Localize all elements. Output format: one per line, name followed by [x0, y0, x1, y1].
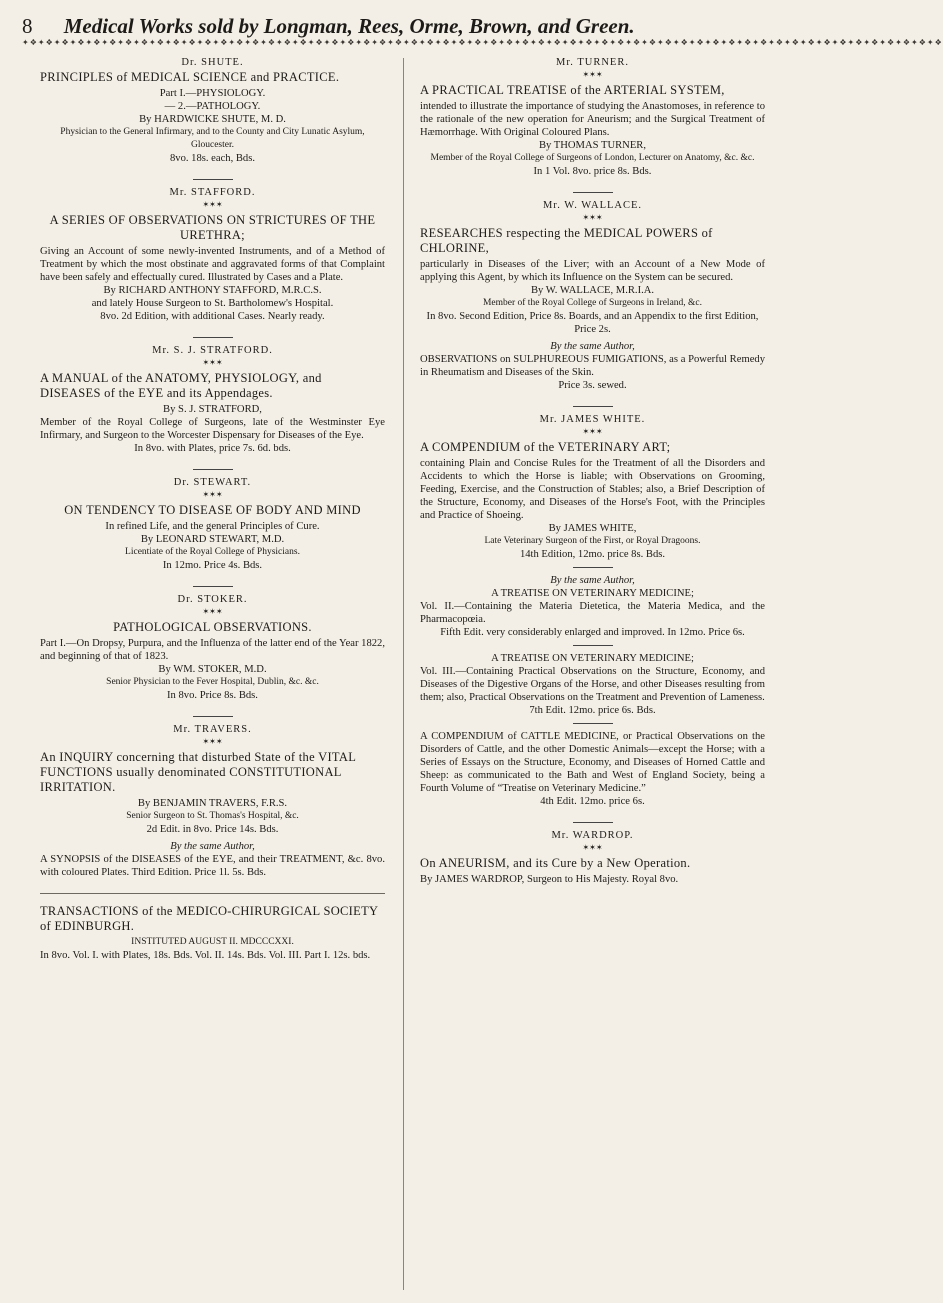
asterism-icon: ✶✶✶: [582, 843, 603, 852]
entry-sub-title: A TREATISE ON VETERINARY MEDICINE;: [491, 588, 694, 599]
entry-price: In 12mo. Price 4s. Bds.: [162, 560, 263, 571]
entry-title: On ANEURISM, and its Cure by a New Operation.: [420, 856, 691, 870]
asterism-icon: ✶✶✶: [582, 427, 603, 436]
entry-credentials: Member of the Royal College of Surgeons, late of the Westminster Eye Infirmary, and Surgeon to the Worcester Dispensary for Diseases of the Eye.: [40, 417, 385, 441]
entry-author: Mr. TURNER.: [556, 57, 629, 68]
entry-title: An INQUIRY concerning that disturbed State of the VITAL FUNCTIONS usually denominated CONSTITUTIONAL IRRITATION.: [40, 750, 356, 794]
entry-credentials: Senior Physician to the Fever Hospital, Dublin, &c. &c.: [106, 677, 319, 687]
entry-credentials: Physician to the General Infirmary, and to the County and City Lunatic Asylum, Gloucester.: [60, 127, 365, 150]
entry-credentials: Member of the Royal College of Surgeons of London, Lecturer on Anatomy, &c. &c.: [430, 153, 755, 163]
entry-sub-description: A SYNOPSIS of the DISEASES of the EYE, and their TREATMENT, &c. 8vo. with coloured Plates. Third Edition. Price 1l. 5s. Bds.: [40, 854, 385, 878]
asterism-icon: ✶✶✶: [582, 70, 603, 79]
entry-title: ON TENDENCY TO DISEASE OF BODY AND MIND: [64, 503, 361, 517]
divider: [573, 567, 613, 568]
entry-travers: [40, 723, 385, 879]
divider: [573, 822, 613, 823]
entry-price: In 8vo. Price 8s. Bds.: [167, 690, 258, 701]
entry-price: In 8vo. Vol. I. with Plates, 18s. Bds. Vol. II. 14s. Bds. Vol. III. Part I. 12s. bds.: [40, 950, 371, 961]
entry-byline: By THOMAS TURNER,: [538, 140, 647, 151]
left-column: [40, 56, 385, 976]
entry-description: intended to illustrate the importance of studying the Anastomoses, in reference to the rationale of the new operation for Aneurism; and the Surgical Treatment of Hæmorrhage. With Original Coloured Plans.: [420, 101, 765, 138]
entry-author: Mr. TRAVERS.: [173, 724, 252, 735]
divider: [193, 586, 233, 587]
entry-sub-price: Fifth Edit. very considerably enlarged and improved. In 12mo. Price 6s.: [440, 627, 745, 638]
entry-sub-description: A COMPENDIUM of CATTLE MEDICINE, or Practical Observations on the Disorders of Cattle, and the other Domestic Animals—except the Horse; with a Series of Essays on the Structure, Economy, and Diseases of Horned Cattle and Sheep: as communicated to the Bath and West of England Society, being a Fourth Volume of “Treatise on Veterinary Medicine.”: [420, 731, 765, 794]
entry-sub-author: By the same Author,: [550, 341, 635, 352]
running-header: [22, 14, 782, 39]
entry-title: PRINCIPLES of MEDICAL SCIENCE and PRACTICE.: [40, 70, 340, 84]
entry-author: Dr. STOKER.: [177, 594, 248, 605]
entry-byline: By LEONARD STEWART, M.D.: [140, 534, 285, 545]
divider: [40, 893, 385, 894]
entry-title: A COMPENDIUM of the VETERINARY ART;: [420, 440, 671, 454]
entry-price: 2d Edit. in 8vo. Price 14s. Bds.: [146, 824, 279, 835]
asterism-icon: ✶✶✶: [202, 490, 223, 499]
entry-price: In 8vo. Second Edition, Price 8s. Boards, and an Appendix to the first Edition, Price 2s.: [426, 311, 759, 335]
asterism-icon: ✶✶✶: [202, 358, 223, 367]
entry-byline: By W. WALLACE, M.R.I.A.: [530, 285, 655, 296]
entry-title: RESEARCHES respecting the MEDICAL POWERS of CHLORINE,: [420, 226, 713, 255]
entry-sub-author: By the same Author,: [550, 575, 635, 586]
entry-stoker: [40, 593, 385, 702]
entry-title: PATHOLOGICAL OBSERVATIONS.: [113, 620, 312, 634]
entry-author: Mr. JAMES WHITE.: [539, 414, 646, 425]
entry-description: particularly in Diseases of the Liver; with an Account of a New Mode of applying this Agent, by which its Influence on the System can be secured.: [420, 259, 765, 283]
divider: [573, 406, 613, 407]
entry-credentials: Late Veterinary Surgeon of the First, or Royal Dragoons.: [484, 536, 701, 546]
entry-stafford: [40, 186, 385, 323]
divider: [573, 645, 613, 646]
entry-sub-description: Vol. II.—Containing the Materia Dietetica, the Materia Medica, and the Pharmacopœia.: [420, 601, 765, 625]
entry-line: Part I.—PHYSIOLOGY.: [159, 88, 266, 99]
entry-credentials: Senior Surgeon to St. Thomas's Hospital, &c.: [126, 811, 299, 821]
entry-title: A MANUAL of the ANATOMY, PHYSIOLOGY, and DISEASES of the EYE and its Appendages.: [40, 371, 322, 400]
divider: [573, 723, 613, 724]
divider: [193, 469, 233, 470]
right-column: [420, 56, 765, 900]
entry-title: A SERIES OF OBSERVATIONS ON STRICTURES OF THE URETHRA;: [49, 213, 376, 242]
entry-byline: By RICHARD ANTHONY STAFFORD, M.R.C.S.: [103, 285, 322, 296]
asterism-icon: ✶✶✶: [202, 737, 223, 746]
divider: [193, 179, 233, 180]
entry-byline: By HARDWICKE SHUTE, M. D.: [139, 114, 286, 125]
entry-byline: By WM. STOKER, M.D.: [158, 664, 267, 675]
divider: [573, 192, 613, 193]
divider: [193, 337, 233, 338]
entry-wardrop: [420, 829, 765, 886]
entry-line: — 2.—PATHOLOGY.: [164, 101, 261, 112]
entry-sub-author: By the same Author,: [170, 841, 255, 852]
page-number: 8: [22, 14, 33, 38]
entry-title: TRANSACTIONS of the MEDICO-CHIRURGICAL SOCIETY of EDINBURGH.: [40, 904, 378, 933]
entry-shute: [40, 56, 385, 165]
entry-wallace: [420, 199, 765, 392]
entry-author: Mr. STAFFORD.: [169, 187, 256, 198]
entry-byline: By BENJAMIN TRAVERS, F.R.S.: [137, 798, 288, 809]
entry-credentials: Licentiate of the Royal College of Physicians.: [125, 547, 300, 557]
asterism-icon: ✶✶✶: [582, 213, 603, 222]
entry-author: Mr. W. WALLACE.: [542, 200, 643, 211]
entry-byline: By JAMES WARDROP, Surgeon to His Majesty. Royal 8vo.: [420, 874, 679, 885]
entry-author: Mr. S. J. STRATFORD.: [152, 345, 273, 356]
entry-price: 14th Edition, 12mo. price 8s. Bds.: [519, 549, 666, 560]
entry-title: A PRACTICAL TREATISE of the ARTERIAL SYSTEM,: [420, 83, 725, 97]
entry-sub-description: Vol. III.—Containing Practical Observations on the Structure, Economy, and Diseases of the Digestive Organs of the Horse, and other Diseases resulting from them; also, Practical Observations on the Treatment and Prevention of Lameness.: [420, 666, 765, 703]
entry-line: INSTITUTED AUGUST II. MDCCCXXI.: [131, 937, 294, 947]
entry-author: Dr. SHUTE.: [181, 57, 244, 68]
entry-sub-title: A TREATISE ON VETERINARY MEDICINE;: [491, 653, 694, 664]
entry-stewart: [40, 476, 385, 572]
entry-description: Part I.—On Dropsy, Purpura, and the Influenza of the latter end of the Year 1822, and beginning of that of 1823.: [40, 638, 385, 662]
entry-author: Dr. STEWART.: [173, 477, 252, 488]
entry-description: containing Plain and Concise Rules for the Treatment of all the Disorders and Accidents to which the Horse is liable; with Observations on Grooming, Feeding, Exercise, and the Construction of Stables; also, a Brief Description of the Structure, Economy, and Diseases of the Horse's Foot, with the Principles and Practice of Shoeing.: [420, 458, 765, 521]
entry-sub-price: 4th Edit. 12mo. price 6s.: [540, 796, 645, 807]
entry-sub-price: 7th Edit. 12mo. price 6s. Bds.: [529, 705, 656, 716]
entry-byline: By JAMES WHITE,: [548, 523, 637, 534]
asterism-icon: ✶✶✶: [202, 200, 223, 209]
entry-transactions: [40, 904, 385, 962]
entry-price: In 8vo. with Plates, price 7s. 6d. bds.: [134, 443, 291, 454]
entry-stratford: [40, 344, 385, 455]
ornamental-rule: ✦❖✦❖✦❖✦❖✦❖✦❖✦❖✦❖✦❖✦❖✦❖✦❖✦❖✦❖✦❖✦❖✦❖✦❖✦❖✦❖✦❖✦❖✦❖✦❖✦❖✦❖✦❖✦❖✦❖✦❖✦❖✦❖✦❖✦❖✦❖✦❖✦❖✦❖✦❖✦❖✦❖✦❖✦❖✦❖✦❖✦❖✦❖✦❖✦❖✦❖✦❖✦❖✦❖✦❖✦❖✦❖✦❖✦❖: [22, 38, 943, 47]
page-title: Medical Works sold by Longman, Rees, Orme, Brown, and Green.: [63, 14, 635, 38]
entry-sub-description: OBSERVATIONS on SULPHUREOUS FUMIGATIONS, as a Powerful Remedy in Rheumatism and Diseases of the Skin.: [420, 354, 765, 378]
entry-price: 8vo. 2d Edition, with additional Cases. Nearly ready.: [100, 311, 325, 322]
entry-white: [420, 413, 765, 808]
entry-description: In refined Life, and the general Principles of Cure.: [105, 521, 320, 532]
entry-credentials: and lately House Surgeon to St. Bartholomew's Hospital.: [91, 298, 334, 309]
entry-turner: [420, 56, 765, 178]
entry-price: 8vo. 18s. each, Bds.: [169, 153, 256, 164]
divider: [193, 716, 233, 717]
entry-credentials: Member of the Royal College of Surgeons in Ireland, &c.: [482, 298, 703, 308]
asterism-icon: ✶✶✶: [202, 607, 223, 616]
entry-description: Giving an Account of some newly-invented Instruments, and of a Method of Treatment by which the most obstinate and aggravated forms of that Complaint have been safely and effectually cured. Illustrated by Cases and a Plate.: [40, 246, 385, 283]
entry-byline: By S. J. STRATFORD,: [163, 404, 262, 415]
column-divider: [403, 58, 404, 1290]
entry-sub-price: Price 3s. sewed.: [558, 380, 627, 391]
entry-price: In 1 Vol. 8vo. price 8s. Bds.: [533, 166, 652, 177]
entry-author: Mr. WARDROP.: [551, 830, 634, 841]
